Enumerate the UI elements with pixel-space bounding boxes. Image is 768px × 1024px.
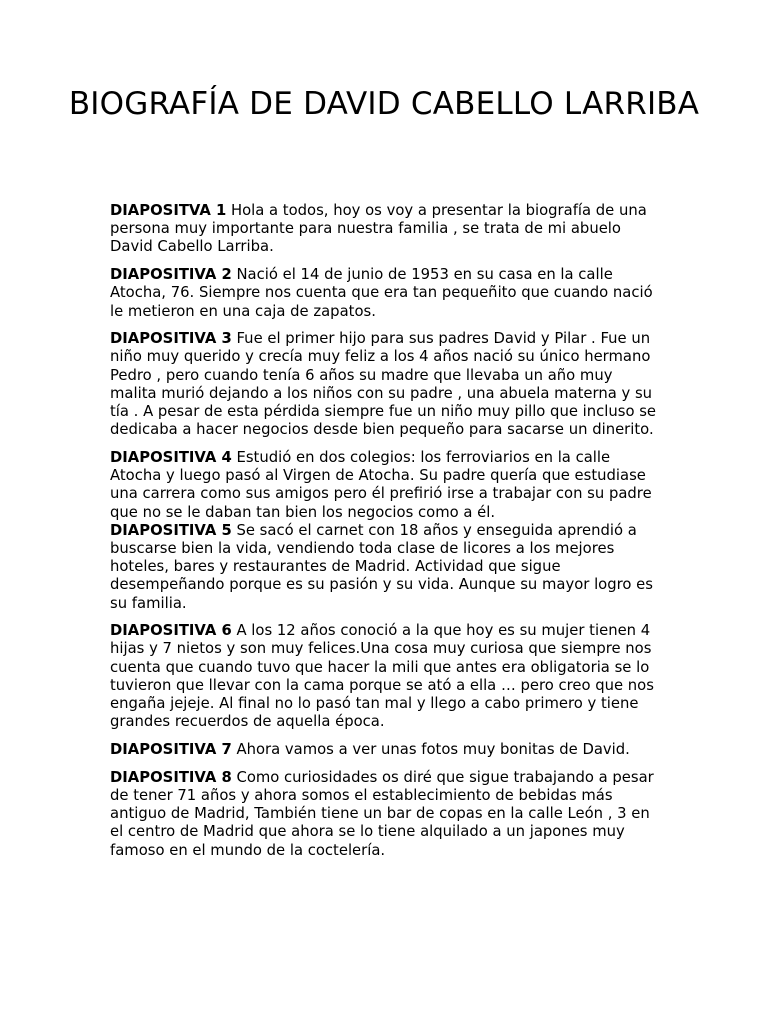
paragraph-slide-7	[110, 741, 658, 759]
paragraph-text: Se sacó el carnet con 18 años y enseguida aprendió a buscarse bien la vida, vendiendo toda clase de licores a los mejores hoteles, bares y restaurantes de Madrid. Actividad que sigue desempeñando porque es su pasión y su vida. Aunque su mayor logro es su familia.	[110, 521, 653, 612]
paragraph-text: Nació el 14 de junio de 1953 en su casa en la calle Atocha, 76. Siempre nos cuenta que era tan pequeñito que cuando nació le metieron en una caja de zapatos.	[110, 266, 653, 320]
document-body	[110, 202, 658, 869]
document-title: BIOGRAFÍA DE DAVID CABELLO LARRIBA	[68, 86, 700, 122]
paragraph-slide-3	[110, 330, 658, 439]
paragraph-text: Hola a todos, hoy os voy a presentar la biografía de una persona muy importante para nuestra familia , se trata de mi abuelo David Cabello Larriba.	[110, 202, 647, 256]
paragraph-slide-2	[110, 266, 658, 321]
paragraph-text: Como curiosidades os diré que sigue trabajando a pesar de tener 71 años y ahora somos el establecimiento de bebidas más antiguo de Madrid, También tiene un bar de copas en la calle León , 3 en el centro de Madrid que ahora se lo tiene alquilado a un japones muy famoso en el mundo de la coctelería.	[110, 768, 654, 859]
slide-label: DIAPOSITIVA 5	[110, 521, 232, 539]
paragraph-slide-4	[110, 449, 658, 522]
slide-label: DIAPOSITIVA 6	[110, 622, 232, 640]
paragraph-slide-6	[110, 622, 658, 731]
slide-label: DIAPOSITIVA 7	[110, 740, 232, 758]
slide-label: DIAPOSITVA 1	[110, 202, 227, 219]
paragraph-text: Estudió en dos colegios: los ferroviarios en la calle Atocha y luego pasó al Virgen de Atocha. Su padre quería que estudiase una carrera como sus amigos pero él prefirió irse a trabajar con su padre que no se le daban tan bien los negocios como a él.	[110, 448, 652, 521]
paragraph-text: Fue el primer hijo para sus padres David y Pilar . Fue un niño muy querido y crecía muy feliz a los 4 años nació su único hermano Pedro , pero cuando tenía 6 años su madre que llevaba un año muy malita murió dejando a los niños con su padre , una abuela materna y su tía . A pesar de esta pérdida siempre fue un niño muy pillo que incluso se dedicaba a hacer negocios desde bien pequeño para sacarse un dinerito.	[110, 330, 657, 439]
paragraph-slide-1	[110, 202, 658, 257]
paragraph-text: A los 12 años conoció a la que hoy es su mujer tienen 4 hijas y 7 nietos y son muy felices.Una cosa muy curiosa que siempre nos cuenta que cuando tuvo que hacer la mili que antes era obligatoria se lo tuvieron que llevar con la cama porque se ató a ella … pero creo que nos engaña jejeje. Al final no lo pasó tan mal y llego a cabo primero y tiene grandes recuerdos de aquella época.	[110, 622, 654, 731]
paragraph-slide-5	[110, 522, 658, 613]
slide-label: DIAPOSITIVA 2	[110, 266, 232, 284]
slide-label: DIAPOSITIVA 4	[110, 448, 232, 466]
paragraph-text: Ahora vamos a ver unas fotos muy bonitas de David.	[231, 740, 630, 758]
paragraph-slide-8	[110, 769, 658, 860]
slide-label: DIAPOSITIVA 8	[110, 768, 232, 786]
slide-label: DIAPOSITIVA 3	[110, 330, 232, 348]
